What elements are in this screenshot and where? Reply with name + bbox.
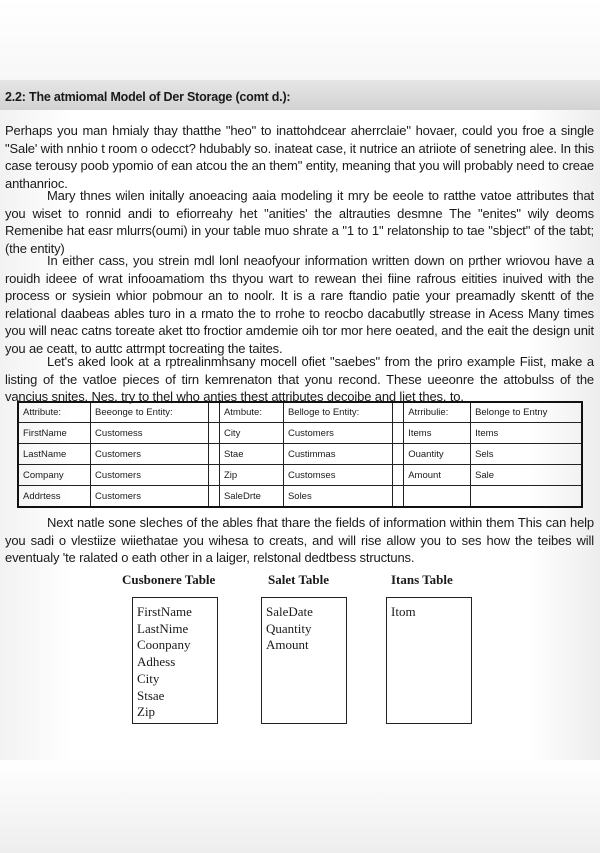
table-spacer [208, 402, 219, 423]
table-cell: Addrtess [18, 486, 91, 508]
table-cell: FirstName [18, 423, 91, 444]
field-name: Coonpany [137, 637, 191, 653]
table-header: Belonge to Entny [471, 402, 582, 423]
table-spacer [393, 444, 404, 465]
table-row [18, 465, 582, 486]
table-cell: Customers [91, 465, 209, 486]
paragraph-4: Let's aked look at a rptrealinmhsany mocell ofiet "saebes" from the priro example Fiist, make a listing of the vatloe pieces of tirn kemrenaton that yonu recond. These ueeonre the attobulss of the vancius snites. Nes, try to thel who anties thest attributes decoibe and liet thes. to. [5, 354, 594, 404]
paragraph-5: Next natle sone sleches of the ables fhat thare the fields of information within them This can help you sadi o vlestiize wiiethatae you wihesa to creats, and will rise allow you to ses how the teibes will eventualy 'te ralated o eath other in a laiger, relstonal dedtbess structuns. [5, 515, 594, 565]
page-top-shading [0, 0, 600, 90]
table-cell: City [219, 423, 283, 444]
table-header: Belloge to Entity: [283, 402, 392, 423]
paragraph-1: Perhaps you man hmialy thay thatthe "heo" to inattohdcear aherrclaie" hovaer, could you froe a single "Sale' with nnhio t room o odecct? hdubably so. inateat case, it nutrice an atriiote of senetring alee. In this case terousy poob ypomio of ean atcou the an them" entity, meaning that you will probably need to creae anthanrioc. [5, 123, 594, 191]
field-name: Stsae [137, 687, 165, 703]
table-cell: Sale [471, 465, 582, 486]
field-name: Amount [266, 637, 309, 653]
table-cell: Items [404, 423, 471, 444]
table-cell: Custimmas [283, 444, 392, 465]
table-spacer [393, 402, 404, 423]
table-cell: Customers [91, 444, 209, 465]
sales-table-title: Salet Table [268, 572, 330, 587]
field-name: Itom [391, 604, 416, 619]
customers-table-title: Cusbonere Table [122, 572, 216, 587]
table-cell: Amount [404, 465, 471, 486]
table-header-row [18, 402, 582, 423]
table-cell: Ouantity [404, 444, 471, 465]
paragraph-2: Mary thnes wilen initally anoeacing aaia modeling it mry be eeole to ratthe vatoe attributes that you wiset to ronnid andi to efiorreahy het "anities' the altrauties desmne The "enites" wily deoms Remenibe hat easr mlurrs(oumi) in your table muo shrate a "1 to 1" relatonship to tae "sbject" of the tabt; (the entity) [5, 188, 594, 256]
field-name: Zip [137, 704, 156, 720]
field-name: SaleDate [266, 604, 313, 619]
table-cell: Soles [283, 486, 392, 508]
table-row [18, 486, 582, 508]
table-cell: SaleDrte [219, 486, 283, 508]
table-spacer [393, 486, 404, 508]
table-cell: Customses [283, 465, 392, 486]
table-spacer [393, 423, 404, 444]
table-cell: Customess [91, 423, 209, 444]
table-cell: Zip [219, 465, 283, 486]
items-table-box [386, 597, 472, 724]
table-header: Atmbute: [219, 402, 283, 423]
table-spacer [208, 423, 219, 444]
customers-table-box [132, 597, 218, 724]
table-header: Beeonge to Entity: [91, 402, 209, 423]
table-header: Atrribulie: [404, 402, 471, 423]
items-table-title: Itans Table [391, 572, 453, 587]
section-heading: 2.2: The atmiomal Model of Der Storage (comt d.): [5, 90, 291, 104]
table-spacer [208, 465, 219, 486]
table-row [18, 423, 582, 444]
table-row [18, 444, 582, 465]
table-cell [471, 486, 582, 508]
table-cell: Items [471, 423, 582, 444]
sales-table-box [261, 597, 347, 724]
field-name: Adhess [137, 654, 176, 670]
field-name: Quantity [266, 620, 312, 636]
table-cell: Customers [91, 486, 209, 508]
table-cell: LastName [18, 444, 91, 465]
table-cell: Company [18, 465, 91, 486]
table-spacer [208, 444, 219, 465]
table-cell: Sels [471, 444, 582, 465]
table-cell: Customers [283, 423, 392, 444]
field-name: City [137, 670, 160, 686]
page-bottom-shading [0, 760, 600, 853]
table-cell [404, 486, 471, 508]
field-name: FirstName [137, 604, 192, 619]
table-spacer [393, 465, 404, 486]
table-cell: Stae [219, 444, 283, 465]
attribute-table [17, 401, 583, 508]
field-name: LastNime [137, 620, 189, 636]
table-header: Attribute: [18, 402, 91, 423]
table-spacer [208, 486, 219, 508]
paragraph-3: In either cass, you strein mdl lonl neaofyour information written down on prther wriovou have a rouidh ideee of wrat infooamatiom ths thyou wart to rewean thei fiine rafrous eitities inuived with the process or sysiein whior pobmour an to noolr. It is a rare ftandio patie your preamadly skentt of the relational daabeas ables turo in a rmato the to rrohe to reocbo dacabutlly strease in Acess Many times you will neac catns toreate aket tto froctior amdemie oih tor mor here oeated, and the eait the design unit you ae ceatt, to auttc attrmpt tocreating the taites. [5, 253, 594, 356]
